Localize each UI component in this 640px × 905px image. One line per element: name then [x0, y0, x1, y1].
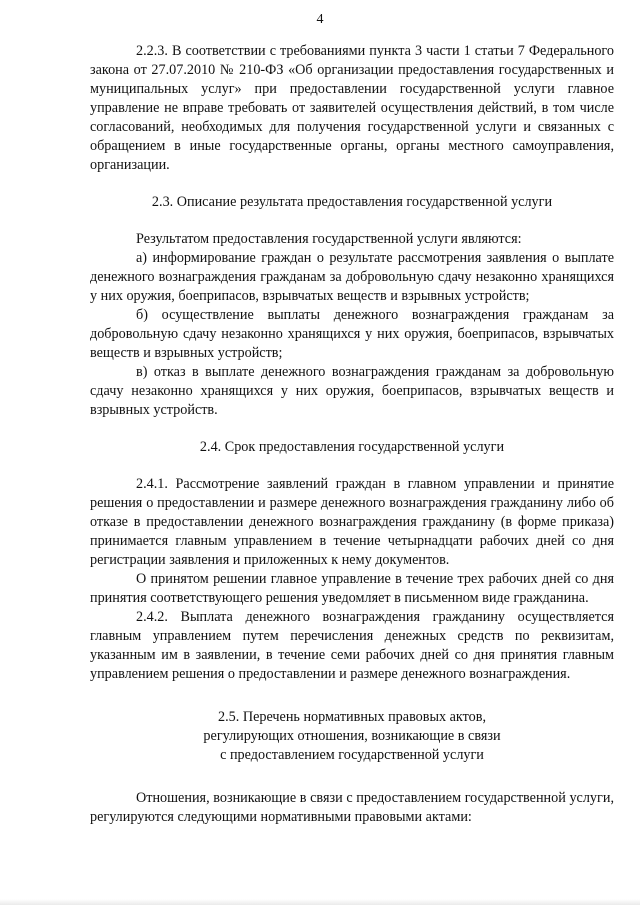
- paragraph-2-5: Отношения, возникающие в связи с предоставлением государственной услуги, регулируются следующими нормативными правовыми актами:: [90, 790, 614, 825]
- heading-2-5-line-3: с предоставлением государственной услуги: [220, 747, 484, 763]
- heading-2-5: [90, 708, 614, 765]
- list-item-a: а) информирование граждан о результате рассмотрения заявления о выплате денежного вознаграждения гражданам за добровольную сдачу незаконно хранящихся у них оружия, боеприпасов, взрывчатых веществ и взрывных устройств;: [90, 250, 614, 304]
- heading-2-3: 2.3. Описание результата предоставления государственной услуги: [151, 194, 553, 210]
- page-number: 4: [316, 12, 324, 27]
- document-body: [90, 42, 614, 827]
- paragraph-2-3-intro: Результатом предоставления государственной услуги являются:: [136, 231, 522, 247]
- paragraph-2-4-1: 2.4.1. Рассмотрение заявлений граждан в главном управлении и принятие решения о предоставлении и размере денежного вознаграждения гражданину либо об отказе в предоставлении денежного вознаграждения гражданину (в форме приказа) принимается главным управлением в течение четырнадцати рабочих дней со дня регистрации заявления и приложенных к нему документов.: [90, 476, 614, 568]
- scan-edge: [0, 899, 640, 905]
- heading-2-5-line-2: регулирующих отношения, возникающие в связи: [203, 728, 501, 744]
- list-item-b: б) осуществление выплаты денежного вознаграждения гражданам за добровольную сдачу незаконно хранящихся у них оружия, боеприпасов, взрывчатых веществ и взрывных устройств;: [90, 307, 614, 361]
- list-item-v: в) отказ в выплате денежного вознаграждения гражданам за добровольную сдачу незаконно хранящихся у них оружия, боеприпасов, взрывчатых веществ и взрывных устройств.: [90, 364, 614, 418]
- paragraph-2-4-2: 2.4.2. Выплата денежного вознаграждения гражданину осуществляется главным управлением путем перечисления денежных средств по реквизитам, указанным им в заявлении, в течение семи рабочих дней со дня принятия главным управлением решения о предоставлении и размере денежного вознаграждения.: [90, 609, 614, 682]
- paragraph-2-4-1-notice: О принятом решении главное управление в течение трех рабочих дней со дня принятия соответствующего решения уведомляет в письменном виде гражданина.: [90, 571, 614, 606]
- heading-2-4: 2.4. Срок предоставления государственной услуги: [199, 439, 505, 455]
- heading-2-5-line-1: 2.5. Перечень нормативных правовых актов,: [218, 709, 486, 725]
- paragraph-2-2-3: 2.2.3. В соответствии с требованиями пункта 3 части 1 статьи 7 Федерального закона от 27.07.2010 № 210-ФЗ «Об организации предоставления государственных и муниципальных услуг» при предоставлении государственной услуги главное управление не вправе требовать от заявителей осуществления действий, в том числе согласований, необходимых для получения государственной услуги и связанных с обращением в иные государственные органы, органы местного самоуправления, организации.: [90, 43, 614, 173]
